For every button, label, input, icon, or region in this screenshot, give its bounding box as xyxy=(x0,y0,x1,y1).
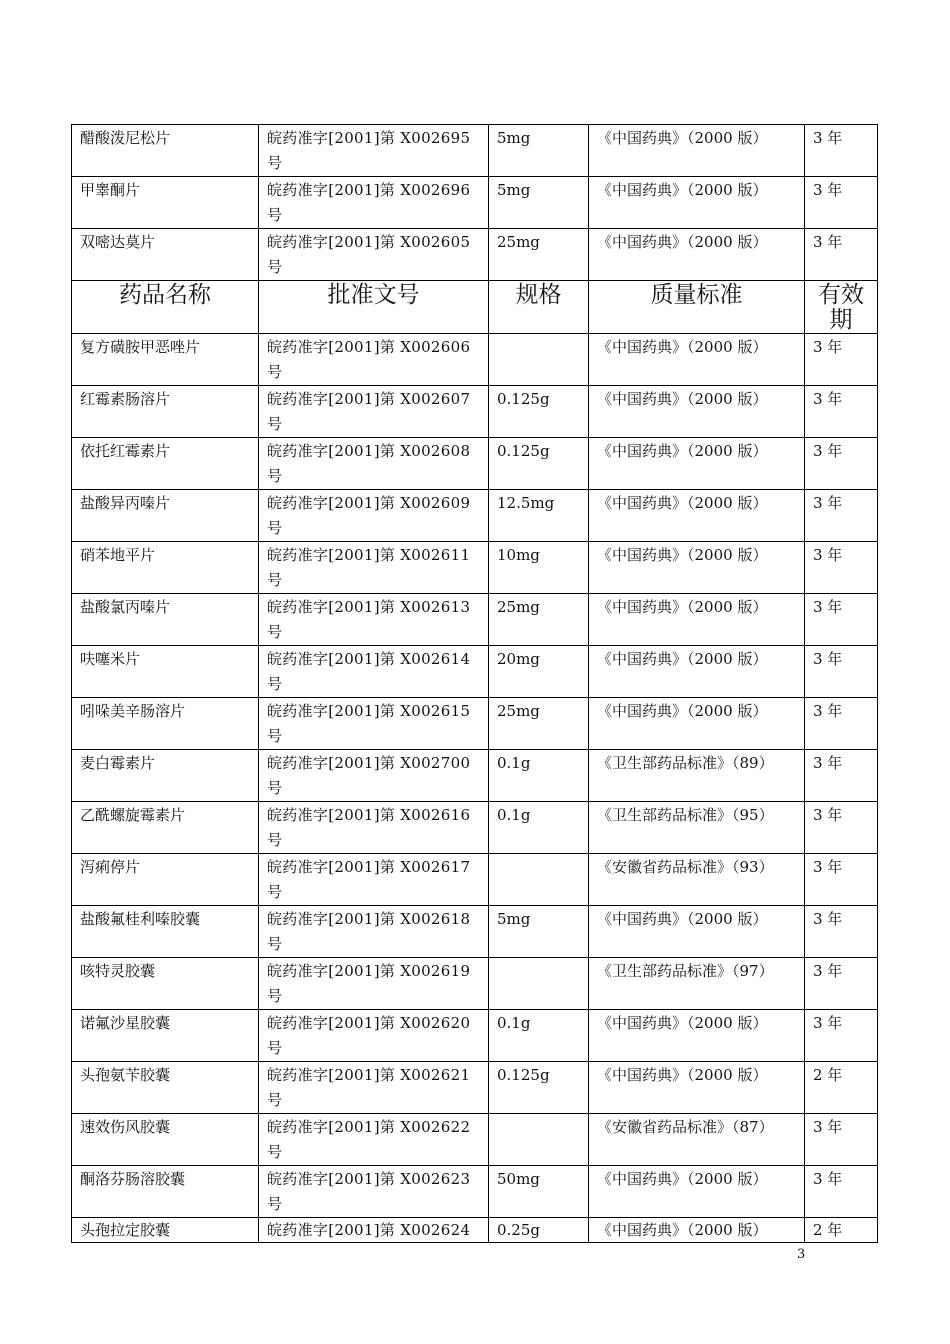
drug-name-cell: 头孢拉定胶囊 xyxy=(72,1218,259,1243)
drug-name-cell: 麦白霉素片 xyxy=(72,750,259,802)
validity-period-cell: 3 年 xyxy=(805,906,878,958)
validity-period-cell: 3 年 xyxy=(805,750,878,802)
page-number: 3 xyxy=(797,1247,806,1262)
quality-standard-cell: 《中国药典》（2000 版） xyxy=(589,1166,805,1218)
validity-period-cell: 3 年 xyxy=(805,334,878,386)
table-row xyxy=(72,698,878,750)
approval-number-cell: 皖药准字[2001]第 X002608 号 xyxy=(259,438,489,490)
table-row xyxy=(72,1166,878,1218)
table-header-row xyxy=(72,281,878,334)
specification-cell: 25mg xyxy=(489,698,589,750)
table-row xyxy=(72,438,878,490)
header-approval-number: 批准文号 xyxy=(259,281,489,334)
drug-name-cell: 醋酸泼尼松片 xyxy=(72,125,259,177)
drug-approval-table xyxy=(71,124,878,1243)
specification-cell: 5mg xyxy=(489,906,589,958)
table-row xyxy=(72,125,878,177)
drug-name-cell: 复方磺胺甲恶唑片 xyxy=(72,334,259,386)
specification-cell: 0.125g xyxy=(489,1062,589,1114)
specification-cell xyxy=(489,854,589,906)
approval-number-cell: 皖药准字[2001]第 X002618 号 xyxy=(259,906,489,958)
validity-period-cell: 3 年 xyxy=(805,177,878,229)
approval-number-cell: 皖药准字[2001]第 X002623 号 xyxy=(259,1166,489,1218)
quality-standard-cell: 《中国药典》（2000 版） xyxy=(589,1062,805,1114)
specification-cell xyxy=(489,958,589,1010)
header-specification: 规格 xyxy=(489,281,589,334)
approval-number-cell: 皖药准字[2001]第 X002620 号 xyxy=(259,1010,489,1062)
approval-number-cell: 皖药准字[2001]第 X002614 号 xyxy=(259,646,489,698)
specification-cell: 50mg xyxy=(489,1166,589,1218)
approval-number-cell: 皖药准字[2001]第 X002605 号 xyxy=(259,229,489,281)
table-row xyxy=(72,750,878,802)
specification-cell: 0.125g xyxy=(489,386,589,438)
specification-cell: 5mg xyxy=(489,177,589,229)
header-validity-period: 有效期 xyxy=(805,281,878,334)
specification-cell: 0.25g xyxy=(489,1218,589,1243)
validity-period-cell: 3 年 xyxy=(805,1114,878,1166)
drug-name-cell: 硝苯地平片 xyxy=(72,542,259,594)
validity-period-cell: 3 年 xyxy=(805,958,878,1010)
drug-name-cell: 呋噻米片 xyxy=(72,646,259,698)
header-drug-name: 药品名称 xyxy=(72,281,259,334)
table-row xyxy=(72,854,878,906)
quality-standard-cell: 《中国药典》（2000 版） xyxy=(589,542,805,594)
header-quality-standard: 质量标准 xyxy=(589,281,805,334)
specification-cell xyxy=(489,1114,589,1166)
quality-standard-cell: 《中国药典》（2000 版） xyxy=(589,125,805,177)
quality-standard-cell: 《中国药典》（2000 版） xyxy=(589,177,805,229)
validity-period-cell: 3 年 xyxy=(805,1166,878,1218)
table-row xyxy=(72,1062,878,1114)
specification-cell: 0.1g xyxy=(489,1010,589,1062)
validity-period-cell: 3 年 xyxy=(805,646,878,698)
approval-number-cell: 皖药准字[2001]第 X002619 号 xyxy=(259,958,489,1010)
approval-number-cell: 皖药准字[2001]第 X002621 号 xyxy=(259,1062,489,1114)
approval-number-cell: 皖药准字[2001]第 X002624 xyxy=(259,1218,489,1243)
approval-number-cell: 皖药准字[2001]第 X002607 号 xyxy=(259,386,489,438)
validity-period-cell: 3 年 xyxy=(805,802,878,854)
drug-name-cell: 盐酸异丙嗪片 xyxy=(72,490,259,542)
quality-standard-cell: 《安徽省药品标准》（93） xyxy=(589,854,805,906)
specification-cell: 5mg xyxy=(489,125,589,177)
drug-name-cell: 盐酸氟桂利嗪胶囊 xyxy=(72,906,259,958)
drug-name-cell: 头孢氨苄胶囊 xyxy=(72,1062,259,1114)
approval-number-cell: 皖药准字[2001]第 X002700 号 xyxy=(259,750,489,802)
table-row xyxy=(72,958,878,1010)
specification-cell: 25mg xyxy=(489,594,589,646)
quality-standard-cell: 《卫生部药品标准》（97） xyxy=(589,958,805,1010)
validity-period-cell: 2 年 xyxy=(805,1218,878,1243)
drug-name-cell: 咳特灵胶囊 xyxy=(72,958,259,1010)
drug-name-cell: 速效伤风胶囊 xyxy=(72,1114,259,1166)
quality-standard-cell: 《中国药典》（2000 版） xyxy=(589,1218,805,1243)
drug-name-cell: 依托红霉素片 xyxy=(72,438,259,490)
approval-number-cell: 皖药准字[2001]第 X002622 号 xyxy=(259,1114,489,1166)
quality-standard-cell: 《中国药典》（2000 版） xyxy=(589,646,805,698)
drug-name-cell: 乙酰螺旋霉素片 xyxy=(72,802,259,854)
table-row xyxy=(72,542,878,594)
table-row xyxy=(72,1010,878,1062)
approval-number-cell: 皖药准字[2001]第 X002695 号 xyxy=(259,125,489,177)
drug-name-cell: 吲哚美辛肠溶片 xyxy=(72,698,259,750)
validity-period-cell: 3 年 xyxy=(805,1010,878,1062)
quality-standard-cell: 《中国药典》（2000 版） xyxy=(589,438,805,490)
approval-number-cell: 皖药准字[2001]第 X002616 号 xyxy=(259,802,489,854)
approval-number-cell: 皖药准字[2001]第 X002696 号 xyxy=(259,177,489,229)
quality-standard-cell: 《卫生部药品标准》（95） xyxy=(589,802,805,854)
approval-number-cell: 皖药准字[2001]第 X002615 号 xyxy=(259,698,489,750)
table-row xyxy=(72,177,878,229)
quality-standard-cell: 《中国药典》（2000 版） xyxy=(589,334,805,386)
specification-cell: 0.1g xyxy=(489,802,589,854)
specification-cell: 12.5mg xyxy=(489,490,589,542)
drug-name-cell: 泻痢停片 xyxy=(72,854,259,906)
table-row xyxy=(72,1218,878,1243)
validity-period-cell: 3 年 xyxy=(805,490,878,542)
drug-name-cell: 红霉素肠溶片 xyxy=(72,386,259,438)
approval-number-cell: 皖药准字[2001]第 X002617 号 xyxy=(259,854,489,906)
quality-standard-cell: 《中国药典》（2000 版） xyxy=(589,386,805,438)
validity-period-cell: 3 年 xyxy=(805,386,878,438)
drug-name-cell: 双嘧达莫片 xyxy=(72,229,259,281)
table-row xyxy=(72,594,878,646)
validity-period-cell: 3 年 xyxy=(805,698,878,750)
drug-name-cell: 诺氟沙星胶囊 xyxy=(72,1010,259,1062)
quality-standard-cell: 《中国药典》（2000 版） xyxy=(589,594,805,646)
approval-number-cell: 皖药准字[2001]第 X002611 号 xyxy=(259,542,489,594)
approval-number-cell: 皖药准字[2001]第 X002613 号 xyxy=(259,594,489,646)
approval-number-cell: 皖药准字[2001]第 X002609 号 xyxy=(259,490,489,542)
validity-period-cell: 3 年 xyxy=(805,594,878,646)
specification-cell: 10mg xyxy=(489,542,589,594)
table-row xyxy=(72,386,878,438)
validity-period-cell: 3 年 xyxy=(805,854,878,906)
table-row xyxy=(72,906,878,958)
quality-standard-cell: 《卫生部药品标准》（89） xyxy=(589,750,805,802)
table-row xyxy=(72,802,878,854)
quality-standard-cell: 《安徽省药品标准》（87） xyxy=(589,1114,805,1166)
table-row xyxy=(72,646,878,698)
validity-period-cell: 3 年 xyxy=(805,125,878,177)
specification-cell: 20mg xyxy=(489,646,589,698)
specification-cell: 0.1g xyxy=(489,750,589,802)
quality-standard-cell: 《中国药典》（2000 版） xyxy=(589,490,805,542)
validity-period-cell: 3 年 xyxy=(805,229,878,281)
table-row xyxy=(72,229,878,281)
specification-cell: 25mg xyxy=(489,229,589,281)
validity-period-cell: 3 年 xyxy=(805,542,878,594)
specification-cell: 0.125g xyxy=(489,438,589,490)
quality-standard-cell: 《中国药典》（2000 版） xyxy=(589,698,805,750)
table-row xyxy=(72,334,878,386)
quality-standard-cell: 《中国药典》（2000 版） xyxy=(589,1010,805,1062)
table-row xyxy=(72,490,878,542)
validity-period-cell: 3 年 xyxy=(805,438,878,490)
quality-standard-cell: 《中国药典》（2000 版） xyxy=(589,229,805,281)
drug-name-cell: 甲睾酮片 xyxy=(72,177,259,229)
quality-standard-cell: 《中国药典》（2000 版） xyxy=(589,906,805,958)
specification-cell xyxy=(489,334,589,386)
table-row xyxy=(72,1114,878,1166)
drug-name-cell: 酮洛芬肠溶胶囊 xyxy=(72,1166,259,1218)
table-body xyxy=(72,125,878,1243)
drug-name-cell: 盐酸氯丙嗪片 xyxy=(72,594,259,646)
validity-period-cell: 2 年 xyxy=(805,1062,878,1114)
approval-number-cell: 皖药准字[2001]第 X002606 号 xyxy=(259,334,489,386)
